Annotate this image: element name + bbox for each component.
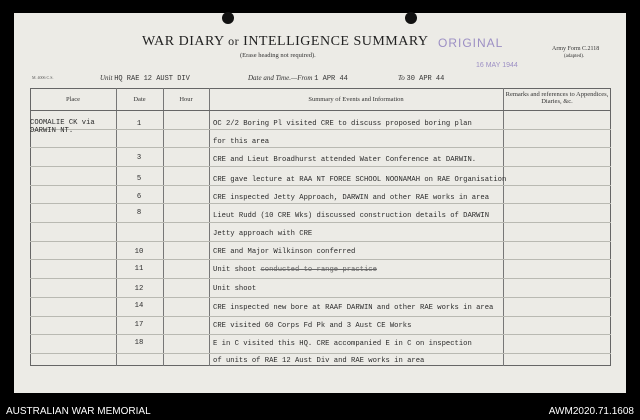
- army-form-note: (adapted).: [564, 54, 585, 59]
- row-rule: [30, 241, 611, 242]
- place-cell: COOMALIE CK via: [30, 119, 95, 127]
- event-line: [213, 266, 377, 274]
- original-stamp: ORIGINAL: [438, 36, 504, 50]
- date-cell: 6: [136, 193, 142, 201]
- punch-hole: [222, 12, 234, 24]
- event-line: CRE inspected Jetty Approach, DARWIN and other RAE works in area: [213, 194, 490, 202]
- form-print-number: M. 4006 C.S.: [32, 75, 54, 80]
- row-rule: [30, 278, 611, 279]
- place-cell: DARWIN NT.: [30, 127, 74, 135]
- row-rule: [30, 334, 611, 335]
- header-divider: [30, 110, 611, 111]
- event-line: of units of RAE 12 Aust Div and RAE works in area: [213, 357, 425, 365]
- date-cell: 17: [134, 321, 144, 329]
- row-rule: [30, 353, 611, 354]
- source-caption: AUSTRALIAN WAR MEMORIAL: [6, 406, 151, 417]
- row-rule: [30, 203, 611, 204]
- date-cell: 11: [134, 265, 144, 273]
- unit-label: Unit: [100, 74, 113, 82]
- event-line: Jetty approach with CRE: [213, 230, 313, 238]
- event-line: Unit shoot: [213, 285, 257, 293]
- row-rule: [30, 259, 611, 260]
- title-war-diary: WAR DIARY: [142, 34, 225, 49]
- struck-text: conducted to range practice: [260, 266, 377, 274]
- army-form-label: [552, 46, 600, 59]
- col-header-date: Date: [133, 96, 146, 103]
- to-date: 30 APR 44: [406, 75, 445, 83]
- date-cell: 1: [136, 120, 142, 128]
- received-date-stamp: 16 MAY 1944: [476, 62, 518, 69]
- title-intelligence-summary: INTELLIGENCE SUMMARY: [243, 34, 429, 49]
- col-header-hour: Hour: [179, 96, 193, 103]
- date-cell: 18: [134, 339, 144, 347]
- army-form-number: Army Form C.2118: [552, 46, 600, 52]
- reference-number: AWM2020.71.1608: [548, 406, 634, 417]
- row-rule: [30, 166, 611, 167]
- date-cell: 8: [136, 209, 142, 217]
- event-line: CRE and Major Wilkinson conferred: [213, 248, 356, 256]
- col-header-remarks: Remarks and references to Appendices, Diaries, &c.: [505, 91, 609, 105]
- row-rule: [30, 147, 611, 148]
- event-line: CRE gave lecture at RAA NT FORCE SCHOOL NOONAMAH on RAE Organisation: [213, 176, 507, 184]
- event-line: E in C visited this HQ. CRE accompanied E in C on inspection: [213, 340, 472, 348]
- event-line: CRE visited 60 Corps Fd Pk and 3 Aust CE Works: [213, 322, 412, 330]
- date-range-field: [248, 74, 348, 83]
- row-rule: [30, 222, 611, 223]
- page-title: [142, 34, 429, 50]
- row-rule: [30, 316, 611, 317]
- event-line: CRE and Lieut Broadhurst attended Water Conference at DARWIN.: [213, 156, 477, 164]
- subtitle: (Erase heading not required).: [240, 52, 316, 59]
- event-line: OC 2/2 Boring Pl visited CRE to discuss proposed boring plan: [213, 120, 472, 128]
- date-time-label: Date and Time.—From: [248, 74, 313, 82]
- col-header-place: Place: [65, 96, 81, 103]
- event-line: CRE inspected new bore at RAAF DARWIN and other RAE works in area: [213, 304, 494, 312]
- row-rule: [30, 185, 611, 186]
- col-header-summary: Summary of Events and Information: [308, 96, 404, 103]
- date-cell: 14: [134, 302, 144, 310]
- row-rule: [30, 297, 611, 298]
- to-field: [398, 74, 444, 83]
- event-text: Unit shoot: [213, 266, 257, 274]
- event-line: for this area: [213, 138, 270, 146]
- row-rule: [30, 129, 611, 130]
- date-cell: 10: [134, 248, 144, 256]
- event-line: Lieut Rudd (10 CRE Wks) discussed construction details of DARWIN: [213, 212, 490, 220]
- punch-hole: [405, 12, 417, 24]
- to-label: To: [398, 74, 405, 82]
- date-cell: 3: [136, 154, 142, 162]
- unit-value: HQ RAE 12 AUST DIV: [114, 75, 190, 83]
- from-date: 1 APR 44: [314, 75, 348, 83]
- date-cell: 12: [134, 285, 144, 293]
- title-or: or: [228, 34, 240, 48]
- unit-field: [100, 74, 190, 83]
- date-cell: 5: [136, 175, 142, 183]
